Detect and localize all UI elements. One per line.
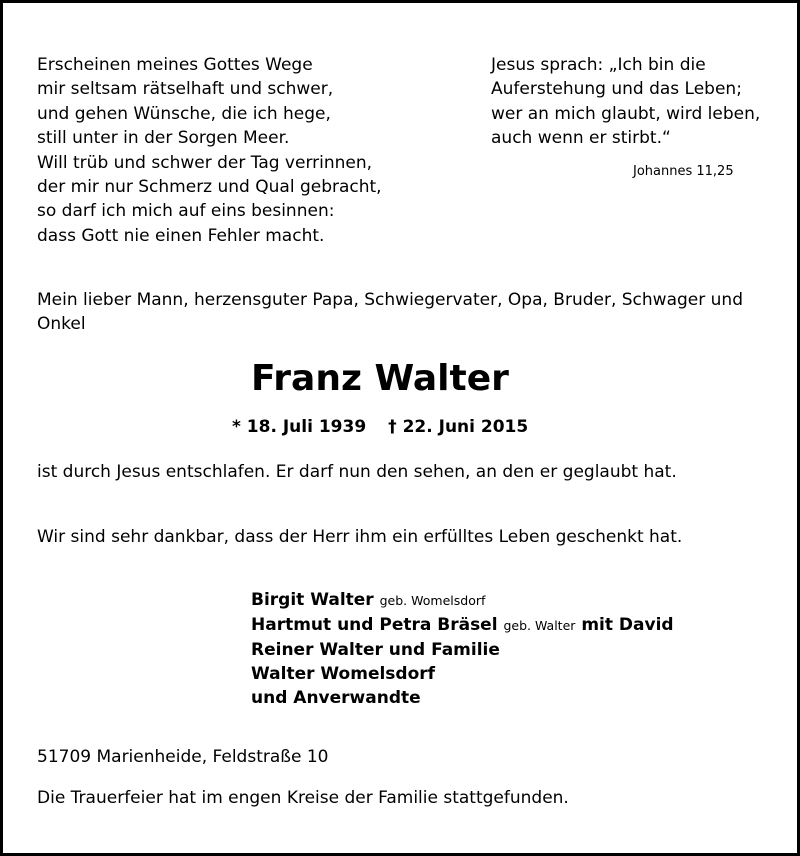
mourner-line: Walter Womelsdorf xyxy=(251,664,436,684)
mourner-line: Reiner Walter und Familie xyxy=(251,640,500,660)
address: 51709 Marienheide, Feldstraße 10 xyxy=(37,747,329,767)
life-dates xyxy=(232,415,528,439)
mourner-line xyxy=(251,588,674,613)
intro-text: Mein lieber Mann, herzensguter Papa, Schwiegervater, Opa, Bruder, Schwager und Onkel xyxy=(37,290,743,335)
poem-line: der mir nur Schmerz und Qual gebracht, xyxy=(37,177,382,198)
poem-line: und gehen Wünsche, die ich hege, xyxy=(37,103,331,124)
deceased-name: Franz Walter xyxy=(251,358,509,399)
verse-line: Jesus sprach: „Ich bin die xyxy=(491,55,706,75)
poem-line: so darf ich mich auf eins besinnen: xyxy=(37,201,335,222)
maiden-name: geb. Walter xyxy=(503,618,576,633)
poem-line: dass Gott nie einen Fehler macht. xyxy=(37,225,325,246)
poem-line: Erscheinen meines Gottes Wege xyxy=(37,55,313,75)
poem-line: still unter in der Sorgen Meer. xyxy=(37,128,290,149)
mourner-name: Hartmut und Petra Bräsel xyxy=(251,615,498,635)
gratitude-text: Wir sind sehr dankbar, dass der Herr ihm ein erfülltes Leben geschenkt hat. xyxy=(37,527,683,547)
poem-line: Will trüb und schwer der Tag verrinnen, xyxy=(37,152,373,173)
maiden-name: geb. Womelsdorf xyxy=(379,593,486,608)
funeral-note: Die Trauerfeier hat im engen Kreise der Familie stattgefunden. xyxy=(37,788,569,808)
poem xyxy=(37,53,382,248)
mourner-line xyxy=(251,613,674,638)
death-date: † 22. Juni 2015 xyxy=(388,417,529,437)
poem-line: mir seltsam rätselhaft und schwer, xyxy=(37,79,334,100)
verse-line: auch wenn er stirbt.“ xyxy=(491,128,671,149)
mourner-name: Birgit Walter xyxy=(251,590,374,610)
birth-date: * 18. Juli 1939 xyxy=(232,417,367,437)
bible-verse xyxy=(491,53,760,151)
mourner-line: und Anverwandte xyxy=(251,688,421,708)
mourner-suffix: mit David xyxy=(581,615,674,635)
announcement-text: ist durch Jesus entschlafen. Er darf nun den sehen, an den er geglaubt hat. xyxy=(37,462,677,482)
verse-reference: Johannes 11,25 xyxy=(633,164,734,179)
verse-line: wer an mich glaubt, wird leben, xyxy=(491,103,761,124)
mourners-list xyxy=(251,588,674,710)
verse-line: Auferstehung und das Leben; xyxy=(491,79,742,100)
